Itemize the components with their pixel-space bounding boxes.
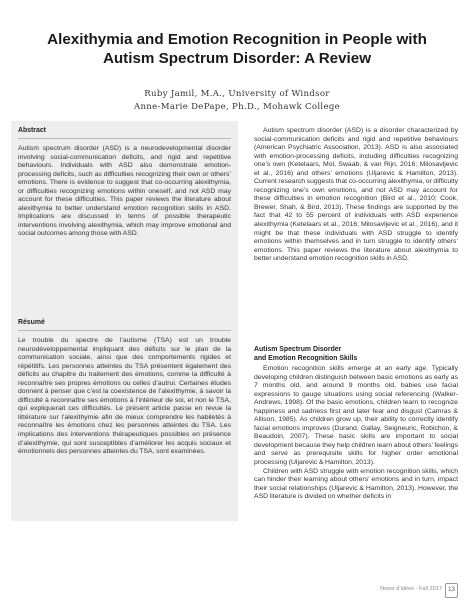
title-line-1: Alexithymia and Emotion Recognition in People with (47, 31, 427, 48)
page-footer (348, 583, 458, 597)
resume-heading: Résumé (18, 319, 45, 326)
abstract-text: Autism spectrum disorder (ASD) is a neurodevelopmental disorder involving social-communication deficits, and rigid and repetitive behaviours. Individuals with ASD also demonstrate emotion-processing deficits, such as difficulties recognizing their own or others’ emotions. There is evidence to suggest that co-occurring alexithymia, or difficulties recognizing emotions within oneself, and not ASD may account for these difficulties. This paper reviews the literature about alexithymia to better understand emotion recognition skills in ASD. Implications are discussed in terms of possible therapeutic interventions involving alexithymia, which may improve emotional and social outcomes among those with ASD. (18, 145, 231, 238)
page-number: 13 (445, 583, 458, 598)
author-2: Anne-Marie DePape, Ph.D., Mohawk College (133, 102, 341, 112)
journal-name: Notes d’idées · Fall 2017 (380, 586, 442, 592)
section-heading-line-1: Autism Spectrum Disorder (254, 346, 342, 353)
intro-section (254, 127, 458, 264)
resume-text: Le trouble du spectre de l’autisme (TSA) est un trouble neurodéveloppemental impliquant des déficits sur le plan de la communication sociale, ainsi que des comportements rigides et répétitifs. Les personnes atteintes du TSA présentent également des déficits au chapitre du traitement des émotions, comme la difficulté à reconnaître ses propres émotions ou celles d’autrui. Certaines études donnent à penser que c’est la coexistence de l’alexithymie, à savoir la difficulté à reconnaître ses émotions à l’intérieur de soi, et non le TSA, qui expliquerait ces difficultés. Le présent article passe en revue la littérature sur l’alexithymie afin de mieux comprendre les habiletés à reconnaître les émotions chez les personnes atteintes du TSA. Les implications des interventions thérapeutiques possibles en présence d’alexithymie, qui sont susceptibles d’améliorer les acquis sociaux et émotionnels des personnes atteintes du TSA, sont examinées. (18, 337, 231, 456)
article-title (20, 30, 454, 68)
body-paragraph-1: Emotion recognition skills emerge at an early age. Typically developing children distinguish between basic emotions as early as 7 months old, and around 9 months old, babies use facial expressions to gauge situations using social referencing (Walker-Andrews, 1998). Of the basic emotions, children learn to recognize happiness and sadness first and later fear and disgust (Camras & Allison, 1985). As children grow up, their ability to correctly identify facial emotions improves (Durand, Gallay, Seigneuric, Robichon, & Beaudoin, 2007). These basic skills are important to social development because they help children learn about others’ feelings and serve as prerequisite skills for higher order emotional processing (Uljarevic & Hamilton, 2013). (254, 365, 458, 467)
abstract-heading: Abstract (18, 127, 46, 134)
title-line-2: Autism Spectrum Disorder: A Review (102, 50, 372, 67)
resume-section (18, 318, 231, 457)
section-heading-line-2: and Emotion Recognition Skills (254, 355, 358, 362)
abstract-divider (18, 138, 231, 139)
body-section (254, 345, 458, 502)
resume-divider (18, 330, 231, 331)
abstract-section (18, 126, 231, 239)
intro-paragraph: Autism spectrum disorder (ASD) is a disorder characterized by social-communication deficits and rigid and repetitive behaviours (American Psychiatric Association, 2013). ASD is also associated with emotion-processing deficits, including difficulties recognizing one’s own (Ketelaars, Mol, Swaab, & van Rijn, 2016; Milosavljevic et al., 2016) and others’ emotions (Uljarevic & Hamilton, 2013). Current research suggests that co-occurring alexithymia, or difficulty recognizing one’s own emotions, and not ASD may account for these difficulties in emotion recognition (Bird et al., 2010; Cook, Brewer, Shah, & Bird, 2013). These findings are supported by the fact that 42 to 55 percent of individuals with ASD experience alexithymia (Ketelaars et al., 2016; Milosavljevic et al., 2016), and it might be that these individuals with ASD struggle to identify emotions within themselves and in turn struggle to identify others’ emotions. This paper reviews the literature about alexithymia to better understand emotion recognition skills in ASD. (254, 127, 458, 263)
body-paragraph-2: Children with ASD struggle with emotion recognition skills, which can hinder their learning about others’ emotions and in turn, impact their social relationships (Uljarevic & Hamilton, 2013). However, the ASD literature is divided on whether deficits in (254, 467, 458, 501)
author-1: Ruby Jamil, M.A., University of Windsor (144, 89, 330, 99)
author-block (20, 88, 454, 114)
